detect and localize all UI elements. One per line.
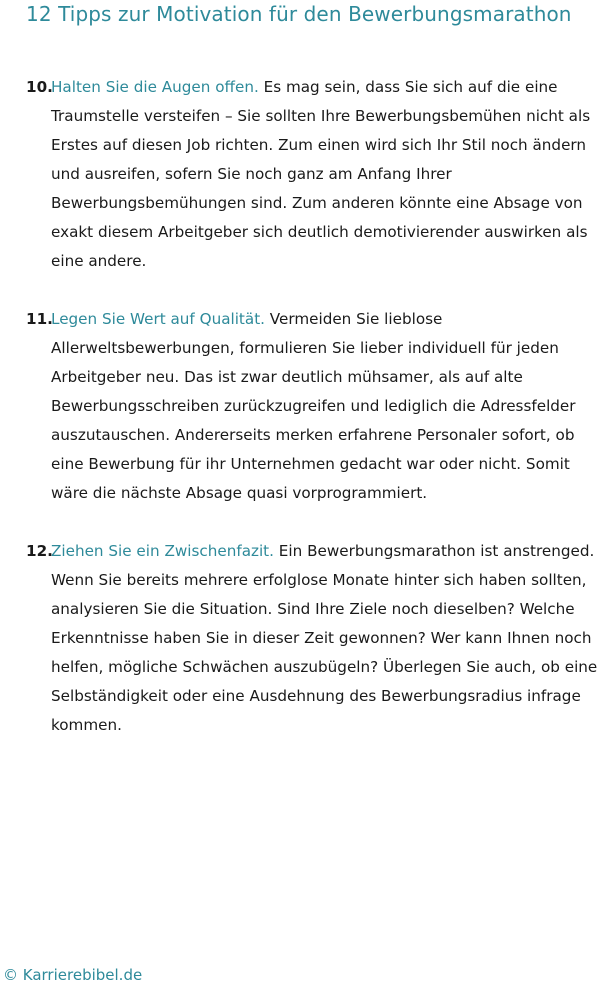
- tip-item: [26, 537, 604, 740]
- tip-heading: Legen Sie Wert auf Qualität.: [51, 310, 265, 328]
- tip-heading: Ziehen Sie ein Zwischenfazit.: [51, 542, 274, 560]
- copyright-footer: © Karrierebibel.de: [3, 966, 143, 984]
- tip-number: 12.: [26, 542, 53, 560]
- tip-item: [26, 305, 604, 508]
- tip-heading: Halten Sie die Augen offen.: [51, 78, 259, 96]
- tip-number: 11.: [26, 310, 53, 328]
- tip-item: [26, 73, 604, 276]
- tip-list: [26, 73, 604, 769]
- tip-number: 10.: [26, 78, 53, 96]
- tip-text: Es mag sein, dass Sie sich auf die eine Traumstelle versteifen – Sie sollten Ihre Bewerbungsbemühen nicht als Erstes auf diesen Job richten. Zum einen wird sich Ihr Stil noch ändern und ausreifen, sofern Sie noch ganz am Anfang Ihrer Bewerbungsbemühungen sind. Zum anderen könnte eine Absage von exakt diesem Arbeitgeber sich deutlich demotivierender auswirken als eine andere.: [51, 78, 591, 270]
- tip-text: Ein Bewerbungsmarathon ist anstrenged. Wenn Sie bereits mehrere erfolglose Monate hinter sich haben sollten, analysieren Sie die Situation. Sind Ihre Ziele noch dieselben? Welche Erkenntnisse haben Sie in dieser Zeit gewonnen? Wer kann Ihnen noch helfen, mögliche Schwächen auszubügeln? Überlegen Sie auch, ob eine Selbständigkeit oder eine Ausdehnung des Bewerbungsradius infrage kommen.: [51, 542, 598, 734]
- tip-text: Vermeiden Sie lieblose Allerweltsbewerbungen, formulieren Sie lieber individuell für jeden Arbeitgeber neu. Das ist zwar deutlich mühsamer, als auf alte Bewerbungsschreiben zurückzugreifen und lediglich die Adressfelder auszutauschen. Andererseits merken erfahrene Personaler sofort, ob eine Bewerbung für ihr Unternehmen gedacht war oder nicht. Somit wäre die nächste Absage quasi vorprogrammiert.: [51, 310, 576, 502]
- page-title: 12 Tipps zur Motivation für den Bewerbungsmarathon: [26, 2, 572, 26]
